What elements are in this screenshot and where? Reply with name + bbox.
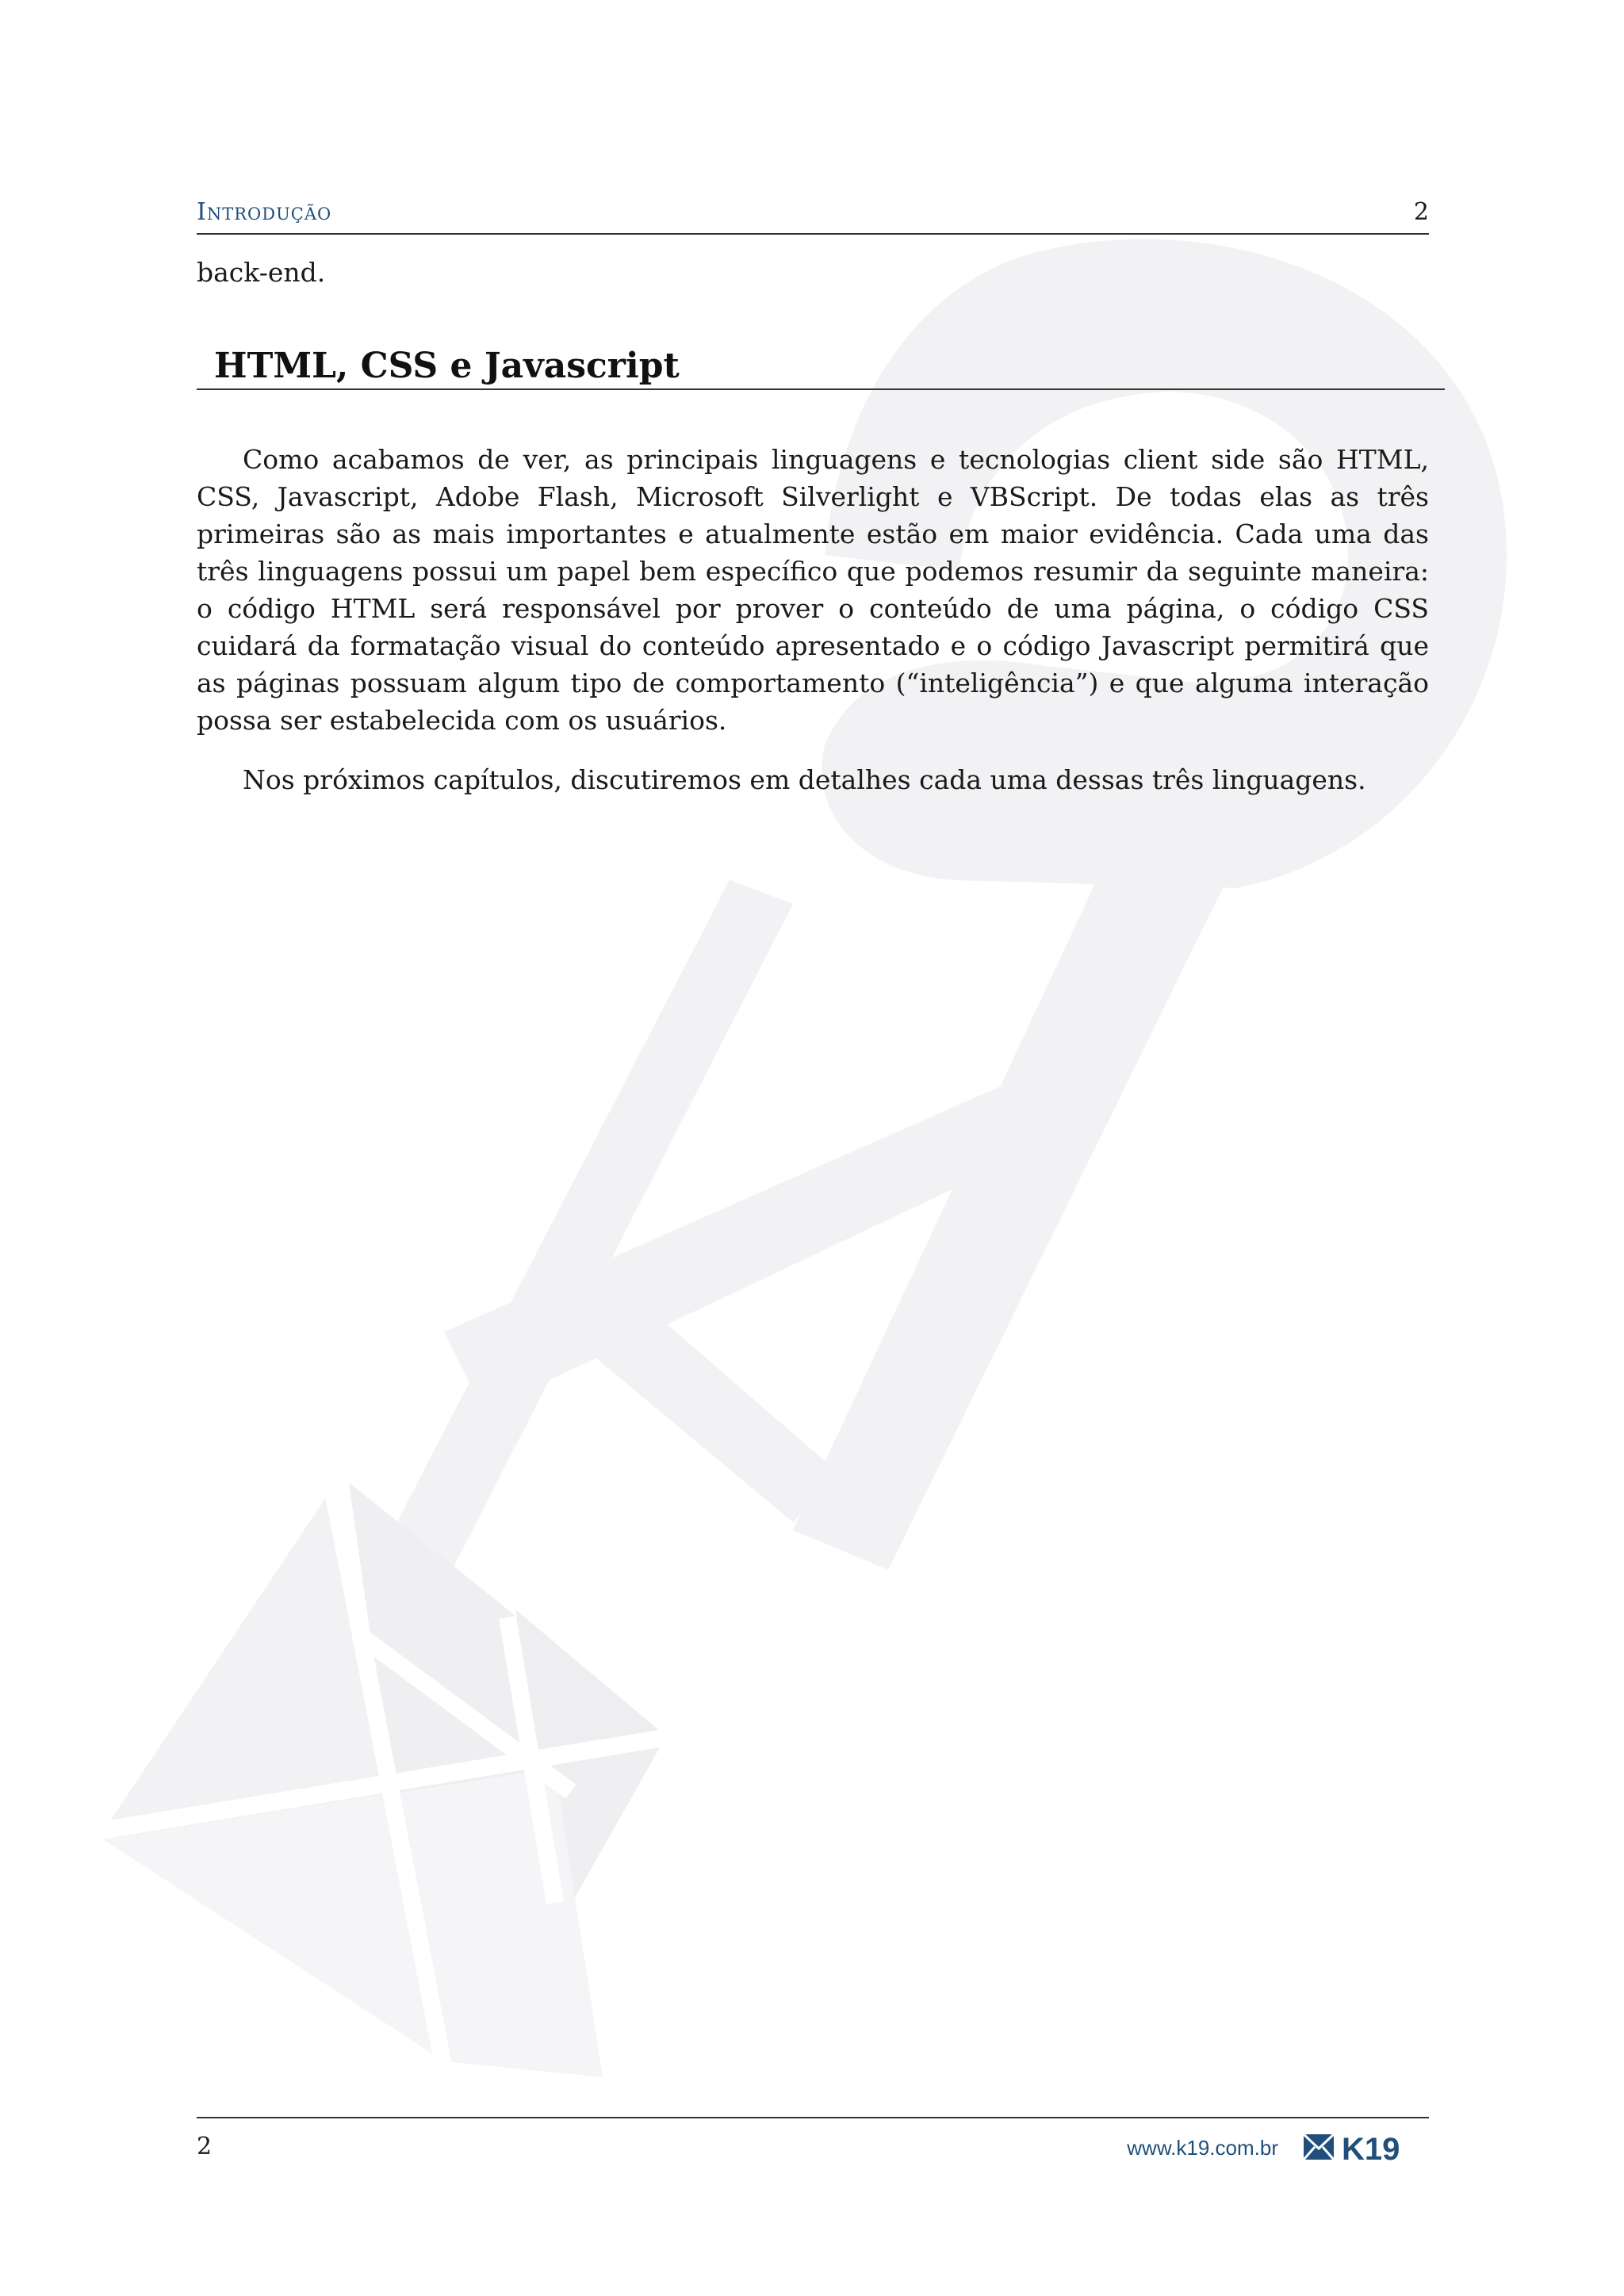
running-header	[197, 197, 1429, 235]
brand-text: K19	[1342, 2132, 1400, 2164]
section-title: HTML, CSS e Javascript	[214, 346, 680, 386]
website-link[interactable]: www.k19.com.br	[1127, 2136, 1278, 2160]
section-heading	[197, 344, 1445, 390]
page-footer	[197, 2117, 1429, 2182]
header-page-number: 2	[1413, 198, 1429, 226]
paragraph: Nos próximos capítulos, discutiremos em detalhes cada uma dessas três linguagens.	[243, 764, 1366, 795]
footer-page-number: 2	[197, 2133, 213, 2160]
continued-text: back-end.	[197, 257, 326, 288]
body-text	[197, 441, 1429, 821]
k19-logo-icon	[1302, 2130, 1429, 2164]
chapter-title: Introdução	[197, 198, 332, 226]
paragraph: Como acabamos de ver, as principais linguagens e tecnologias client side são HTML, CSS, Javascript, Adobe Flash, Microsoft Silverlight e VBScript. De todas elas as três primeiras são as mais importantes e atualmente estão em maior evidência. Cada uma das três linguagens possui um papel bem específico que podemos resumir da seguinte maneira: o código HTML será responsável por prover o conteúdo de uma página, o código CSS cuidará da formatação visual do conteúdo apresentado e o código Javascript permitirá que as páginas possuam algum tipo de comportamento (“inteligência”) e que alguma interação possa ser estabelecida com os usuários.	[197, 444, 1429, 736]
